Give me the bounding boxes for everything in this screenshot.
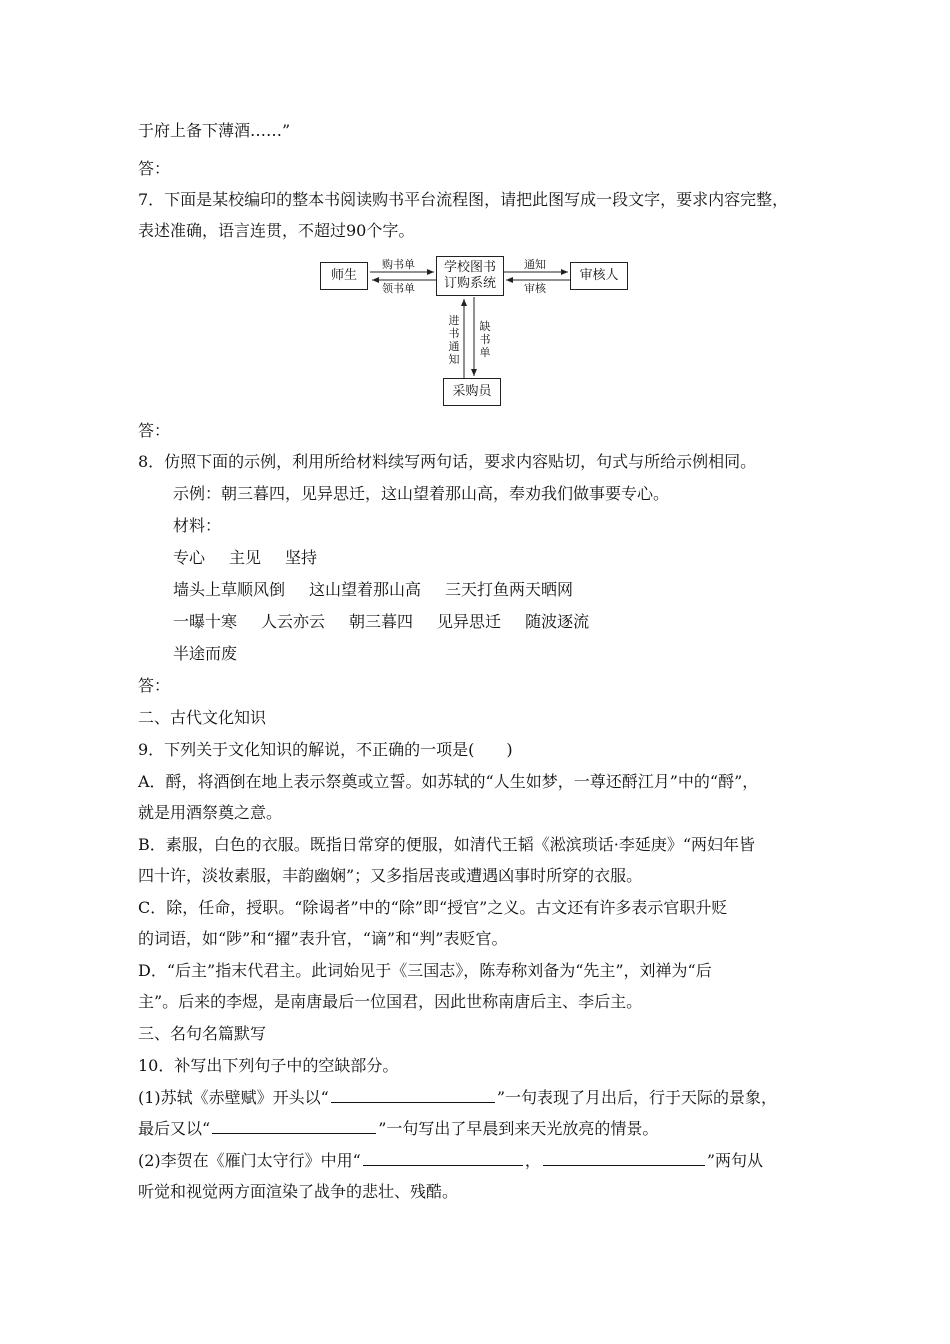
option-d: D．“后主”指末代君主。此词始见于《三国志》，陈寿称刘备为“先主”，刘禅为“后 bbox=[138, 961, 712, 980]
option-d-cont: 主”。后来的李煜，是南唐最后一位国君，因此世称南唐后主、李后主。 bbox=[138, 992, 643, 1011]
question-10-text: 10．补写出下列句子中的空缺部分。 bbox=[138, 1056, 399, 1075]
material-item: 墙头上草顺风倒 bbox=[173, 580, 286, 599]
material-item: 主见 bbox=[229, 548, 262, 567]
option-c: C．除，任命，授职。“除谒者”中的“除”即“授官”之义。古文还有许多表示官职升贬 bbox=[138, 898, 728, 917]
material-item: 朝三暮四 bbox=[349, 612, 414, 631]
section-heading: 二、古代文化知识 bbox=[138, 708, 267, 727]
text-span: ”两句从 bbox=[706, 1151, 764, 1170]
question-8-text: 8．仿照下面的示例，利用所给材料续写两句话，要求内容贴切，句式与所给示例相同。 bbox=[138, 452, 757, 471]
fill-blank[interactable] bbox=[212, 1119, 376, 1134]
material-item: 随波逐流 bbox=[525, 612, 590, 631]
material-row-4 bbox=[173, 643, 822, 665]
material-row-2 bbox=[173, 579, 822, 601]
material-item: 人云亦云 bbox=[261, 612, 326, 631]
example-text: 示例：朝三暮四，见异思迁，这山望着那山高，奉劝我们做事要专心。 bbox=[173, 484, 670, 503]
node-teacher: 师生 bbox=[320, 262, 368, 290]
answer-label: 答： bbox=[138, 676, 171, 695]
label-notify: 通知 bbox=[524, 258, 546, 271]
answer-label: 答： bbox=[138, 159, 171, 178]
question-7-text-cont: 表述准确，语言连贯，不超过90个字。 bbox=[138, 221, 415, 240]
flowchart bbox=[318, 256, 630, 408]
label-review: 审核 bbox=[524, 282, 546, 295]
material-item: 半途而废 bbox=[173, 644, 238, 663]
option-b: B．素服，白色的衣服。既指日常穿的便服，如清代王韬《淞滨琐话·李延庚》“两妇年皆 bbox=[138, 835, 756, 854]
text-span: ， bbox=[524, 1151, 541, 1170]
answer-label: 答： bbox=[138, 421, 171, 440]
material-item: 三天打鱼两天晒网 bbox=[445, 580, 574, 599]
option-a-cont: 就是用酒祭奠之意。 bbox=[138, 803, 283, 822]
text-span: ”一句写出了早晨到来天光放亮的情景。 bbox=[378, 1119, 659, 1138]
material-item: 专心 bbox=[173, 548, 206, 567]
label-stock-notice: 进书通知 bbox=[448, 314, 460, 366]
material-item: 见异思迁 bbox=[437, 612, 502, 631]
question-10-1 bbox=[138, 1087, 822, 1109]
fill-blank[interactable] bbox=[363, 1151, 523, 1166]
node-system-line2: 订购系统 bbox=[443, 276, 496, 291]
material-item: 这山望着那山高 bbox=[309, 580, 422, 599]
material-row-3 bbox=[173, 611, 822, 633]
text-span: (1)苏轼《赤壁赋》开头以“ bbox=[138, 1088, 329, 1107]
label-shortage-form: 缺书单 bbox=[479, 320, 491, 359]
option-a: A．酹，将酒倒在地上表示祭奠或立誓。如苏轼的“人生如梦，一尊还酹江月”中的“酹”， bbox=[138, 772, 759, 791]
material-item: 一曝十寒 bbox=[173, 612, 238, 631]
question-10-1-cont bbox=[138, 1118, 822, 1140]
question-9-text: 9．下列关于文化知识的解说，不正确的一项是( ) bbox=[138, 740, 513, 759]
node-buyer: 采购员 bbox=[443, 378, 501, 406]
node-system-line1: 学校图书 bbox=[443, 260, 496, 275]
option-b-cont: 四十许，淡妆素服，丰韵幽娴”；又多指居丧或遭遇凶事时所穿的衣服。 bbox=[138, 866, 643, 885]
node-system bbox=[436, 256, 504, 296]
node-reviewer: 审核人 bbox=[570, 262, 628, 290]
fill-blank[interactable] bbox=[543, 1151, 705, 1166]
option-c-cont: 的词语，如“陟”和“擢”表升官，“谪”和“判”表贬官。 bbox=[138, 929, 508, 948]
question-10-2-cont: 听觉和视觉两方面渲染了战争的悲壮、残酷。 bbox=[138, 1182, 459, 1201]
text-span: (2)李贺在《雁门太守行》中用“ bbox=[138, 1151, 361, 1170]
label-order-form: 购书单 bbox=[382, 258, 415, 271]
material-label: 材料： bbox=[173, 516, 222, 535]
material-row-1 bbox=[173, 547, 822, 569]
label-receive-form: 领书单 bbox=[382, 282, 415, 295]
text-line: 于府上备下薄酒……” bbox=[138, 121, 291, 140]
fill-blank[interactable] bbox=[331, 1088, 495, 1103]
question-7-text: 7．下面是某校编印的整本书阅读购书平台流程图，请把此图写成一段文字，要求内容完整， bbox=[138, 190, 789, 209]
question-10-2 bbox=[138, 1150, 822, 1172]
material-item: 坚持 bbox=[285, 548, 318, 567]
text-span: 最后又以“ bbox=[138, 1119, 211, 1138]
section-heading: 三、名句名篇默写 bbox=[138, 1024, 267, 1043]
text-span: ”一句表现了月出后，行于天际的景象， bbox=[496, 1088, 778, 1107]
